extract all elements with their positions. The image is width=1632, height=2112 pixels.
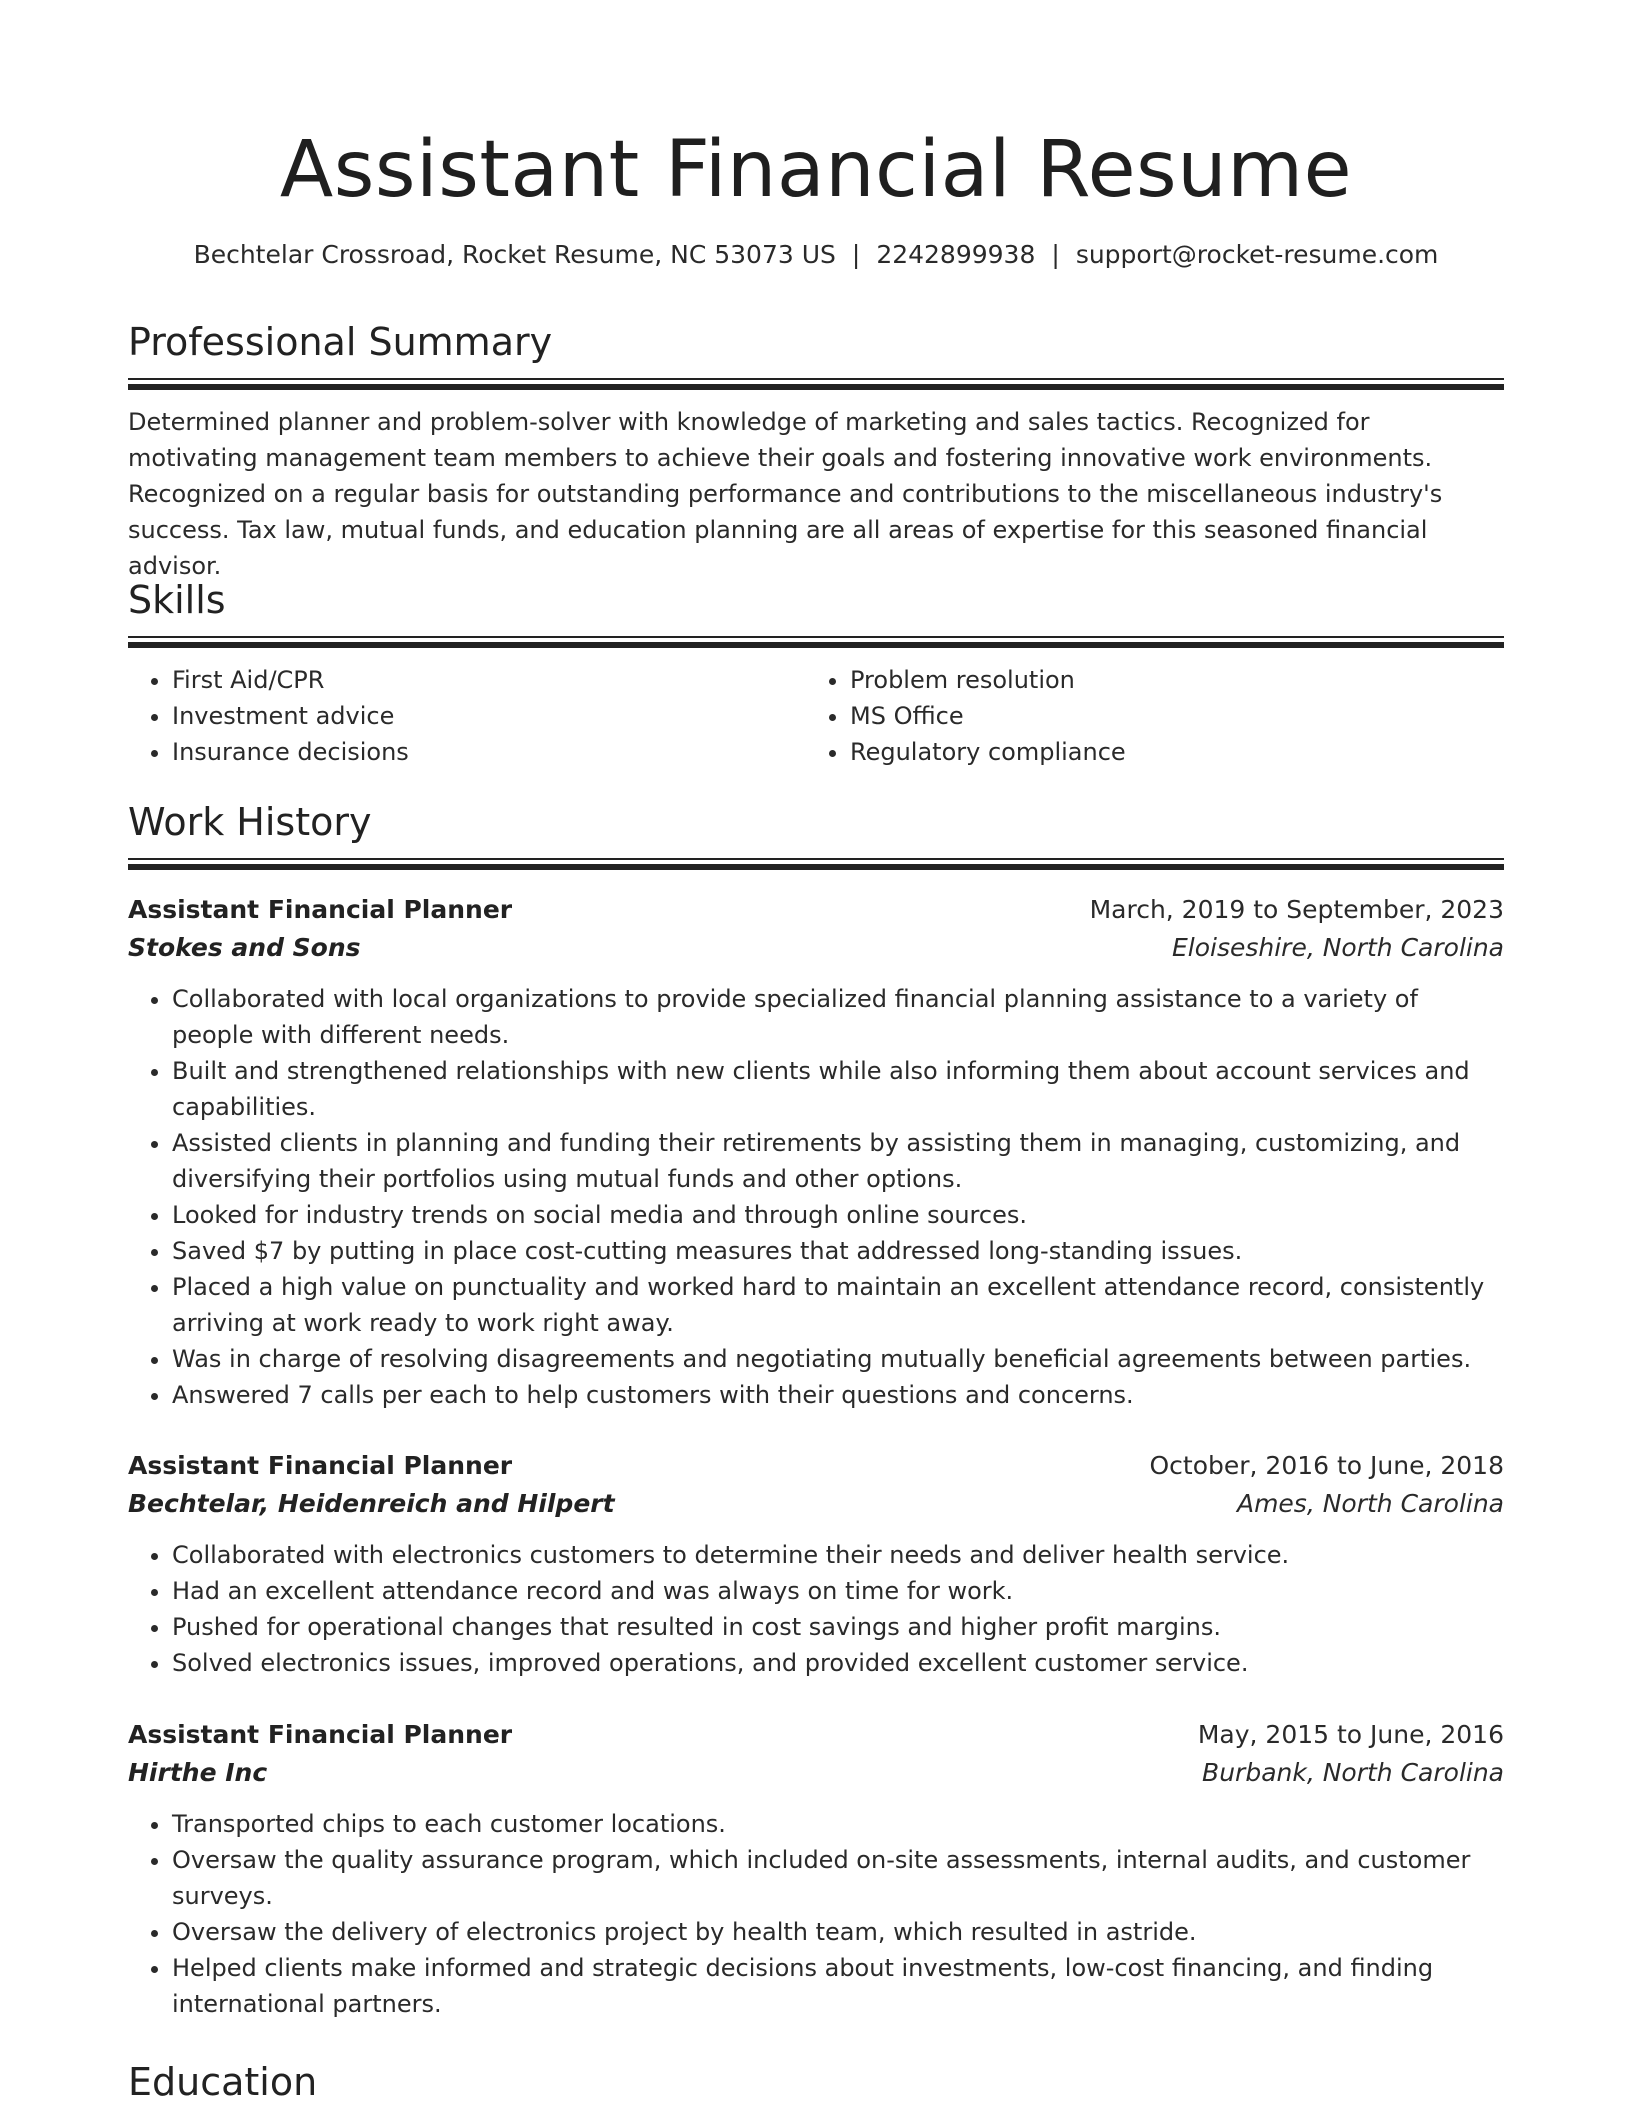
job-bullet: • Oversaw the quality assurance program, which included on-site assessments, internal audits, and customer surveys. <box>172 1842 1504 1914</box>
skill-item: • Insurance decisions <box>172 734 806 770</box>
job-dates: March, 2019 to September, 2023 <box>1089 895 1504 924</box>
job-bullet: • Had an excellent attendance record and was always on time for work. <box>172 1573 1504 1609</box>
education-heading: Education <box>128 2060 318 2104</box>
job-bullet: • Pushed for operational changes that resulted in cost savings and higher profit margins. <box>172 1609 1504 1645</box>
job-bullet: • Placed a high value on punctuality and worked hard to maintain an excellent attendance record, consistently arriving at work ready to work right away. <box>172 1269 1504 1341</box>
job-bullet: • Built and strengthened relationships with new clients while also informing them about account services and capabilities. <box>172 1053 1504 1125</box>
job-bullet: • Saved $7 by putting in place cost-cutting measures that addressed long-standing issues. <box>172 1233 1504 1269</box>
job-dates: October, 2016 to June, 2018 <box>1149 1451 1504 1480</box>
job-bullet: • Oversaw the delivery of electronics project by health team, which resulted in astride. <box>172 1914 1504 1950</box>
contact-separator: | <box>1051 240 1060 269</box>
job-title: Assistant Financial Planner <box>128 1451 513 1480</box>
work-history-heading: Work History <box>128 800 372 844</box>
job-bullet: • Collaborated with local organizations to provide specialized financial planning assistance to a variety of people with different needs. <box>172 981 1504 1053</box>
contact-address: Bechtelar Crossroad, Rocket Resume, NC 53073 US <box>193 240 836 269</box>
section-divider <box>128 636 1504 648</box>
resume-title: Assistant Financial Resume <box>279 125 1353 215</box>
job-bullet: • Was in charge of resolving disagreements and negotiating mutually beneficial agreements between parties. <box>172 1341 1504 1377</box>
summary-heading: Professional Summary <box>128 320 553 364</box>
skills-list <box>128 662 1504 770</box>
job-bullet: • Assisted clients in planning and funding their retirements by assisting them in managing, customizing, and diversifying their portfolios using mutual funds and other options. <box>172 1125 1504 1197</box>
skills-column-left <box>128 662 806 770</box>
work-history-section <box>128 798 1504 870</box>
education-section <box>128 2058 1504 2106</box>
job-company: Bechtelar, Heidenreich and Hilpert <box>128 1489 615 1518</box>
skills-heading: Skills <box>128 578 226 622</box>
job-location: Burbank, North Carolina <box>1202 1758 1504 1787</box>
skill-item: • MS Office <box>850 698 1484 734</box>
skill-item: • Problem resolution <box>850 662 1484 698</box>
job-bullet: • Collaborated with electronics customers to determine their needs and deliver health service. <box>172 1537 1504 1573</box>
job-company: Hirthe Inc <box>128 1758 268 1787</box>
job-company: Stokes and Sons <box>128 933 361 962</box>
job-bullet: • Looked for industry trends on social media and through online sources. <box>172 1197 1504 1233</box>
skill-item: • First Aid/CPR <box>172 662 806 698</box>
section-divider <box>128 378 1504 390</box>
job-location: Ames, North Carolina <box>1236 1489 1504 1518</box>
summary-text: Determined planner and problem-solver with knowledge of marketing and sales tactics. Recognized for motivating management team members to achieve their goals and fostering innovative work environments. Recognized on a regular basis for outstanding performance and contributions to the miscellaneous industry's success. Tax law, mutual funds, and education planning are all areas of expertise for this seasoned financial advisor. <box>128 408 1443 580</box>
job-dates: May, 2015 to June, 2016 <box>1197 1720 1504 1749</box>
job-bullet: • Answered 7 calls per each to help customers with their questions and concerns. <box>172 1377 1504 1413</box>
summary-section <box>128 318 1504 584</box>
job-bullets <box>128 981 1504 1413</box>
contact-phone: 2242899938 <box>876 240 1036 269</box>
contact-email: support@rocket-resume.com <box>1075 240 1439 269</box>
job-entry <box>128 1716 1504 2022</box>
job-entry <box>128 1447 1504 1681</box>
job-title: Assistant Financial Planner <box>128 1720 513 1749</box>
job-entry <box>128 891 1504 1413</box>
skills-column-right <box>806 662 1484 770</box>
skill-item: • Investment advice <box>172 698 806 734</box>
skill-item: • Regulatory compliance <box>850 734 1484 770</box>
job-bullet: • Solved electronics issues, improved operations, and provided excellent customer service. <box>172 1645 1504 1681</box>
job-bullet: • Transported chips to each customer locations. <box>172 1806 1504 1842</box>
job-bullet: • Helped clients make informed and strategic decisions about investments, low-cost financing, and finding international partners. <box>172 1950 1504 2022</box>
section-divider <box>128 858 1504 870</box>
contact-line <box>128 238 1504 272</box>
job-bullets <box>128 1537 1504 1681</box>
skills-section <box>128 576 1504 770</box>
job-location: Eloiseshire, North Carolina <box>1171 933 1504 962</box>
job-bullets <box>128 1806 1504 2022</box>
job-title: Assistant Financial Planner <box>128 895 513 924</box>
contact-separator: | <box>851 240 861 269</box>
